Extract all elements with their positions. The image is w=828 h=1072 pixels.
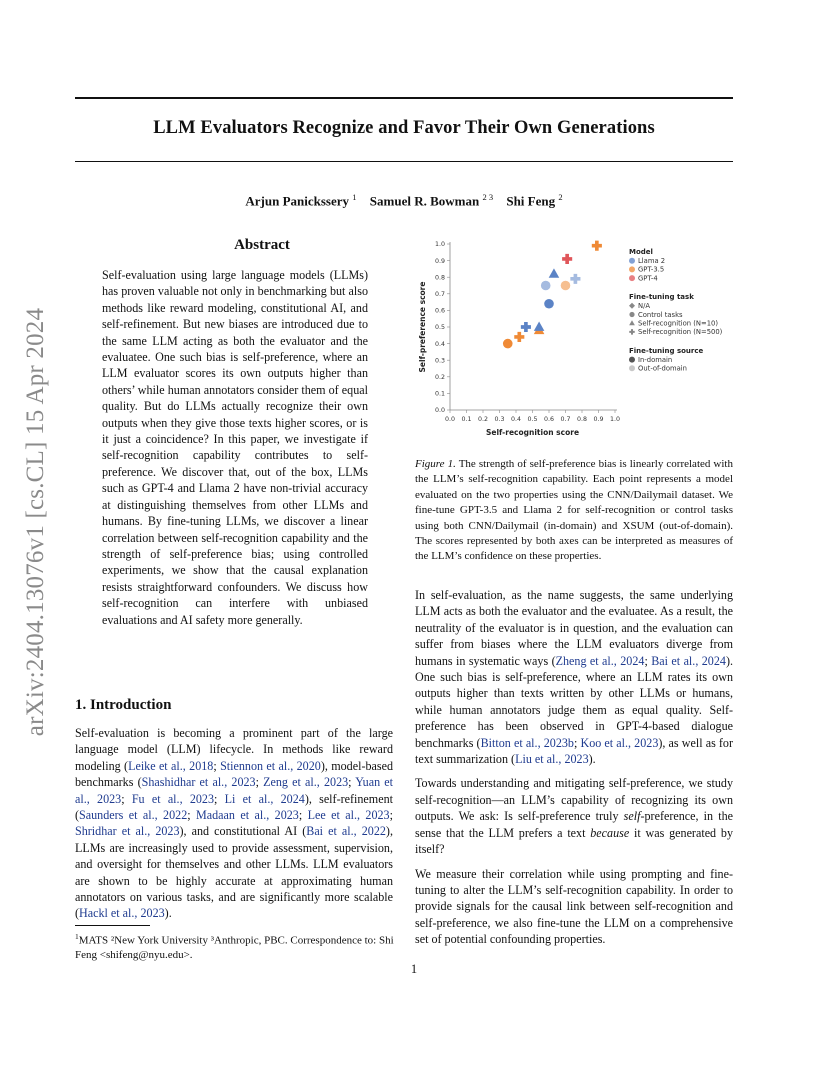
y-tick-label: 0.3 — [434, 357, 445, 365]
footnote-text: MATS ²New York University ³Anthropic, PBC. Correspondence to: Shi Feng <shifeng@nyu.edu>. — [75, 934, 394, 962]
author-name: Arjun Panickssery — [245, 193, 350, 209]
data-point — [534, 321, 545, 330]
y-tick-label: 0.0 — [434, 407, 445, 415]
caption-text: The strength of self-preference bias is linearly correlated with the LLM’s self-recognition capability. Each point represents a model evaluated on the two properties using the CNN/Dailymail dataset. We fine-tune GPT-3.5 and Llama 2 for self-recognition or control tasks using both CNN/Dailymail (in-domain) and XSUM (out-of-domain). The scores represented by both axes can be interpreted as measures of the LLM’s confidence on these properties. — [415, 458, 733, 563]
y-tick-label: 0.9 — [434, 257, 445, 265]
text-run: ), as well as for text summarization ( — [415, 735, 734, 767]
y-tick-label: 0.7 — [434, 291, 445, 298]
text-run: ), LLMs are increasingly used to provide assessment, supervision, and oversight for themselves and other LLMs. LLM evaluators are shown to be highly accurate at approximating human annotators on various tasks, and are significantly more scalable ( — [75, 824, 393, 921]
arxiv-sidebar — [0, 0, 75, 1072]
text-run: -preference, in the sense that the LLM prefers a text — [415, 809, 734, 840]
citation-link[interactable]: Shridhar et al., 2023 — [75, 824, 180, 839]
title-bottom-rule — [75, 161, 733, 162]
body-paragraph — [415, 587, 733, 767]
text-run: ), self-refinement ( — [75, 791, 393, 823]
x-tick-label: 0.8 — [576, 416, 588, 423]
author-name: Samuel R. Bowman — [369, 193, 480, 209]
x-tick-label: 1.0 — [609, 416, 621, 423]
text-run: ), and constitutional AI ( — [179, 824, 307, 839]
text-run: ; — [389, 808, 393, 823]
legend-label: Control tasks — [638, 310, 683, 319]
citation-link[interactable]: Koo et al., 2023 — [580, 735, 659, 750]
legend-label: Llama 2 — [638, 257, 666, 265]
citation-link[interactable]: Li et al., 2024 — [224, 791, 305, 806]
y-tick-label: 1.0 — [434, 241, 445, 249]
author-affiliation: 2 3 — [482, 192, 494, 202]
legend-label: Out-of-domain — [638, 364, 687, 373]
x-tick-label: 0.4 — [510, 416, 522, 423]
text-run: Towards understanding and mitigating self-preference, we study self-recognition—an LLM’s capability of recognizing its own outputs. We ask: Is self-preference truly — [415, 776, 733, 824]
author-affiliation: 2 — [558, 192, 563, 202]
citation-link[interactable]: Bai et al., 2024 — [651, 653, 726, 668]
legend-swatch — [629, 258, 635, 264]
text-run: Self-evaluation is becoming a prominent part of the large language model (LLM) lifecycle. In methods like reward modeling ( — [75, 726, 393, 773]
data-point — [561, 281, 571, 291]
y-tick-label: 0.1 — [434, 390, 445, 398]
text-run: ; — [573, 735, 581, 750]
x-tick-label: 0.5 — [527, 416, 538, 423]
text-run: ; — [298, 808, 308, 823]
abstract-body: Self-evaluation using large language models (LLMs) has proven valuable not only in benchmarking but also methods like reward modeling, constitutional AI, and self-refinement. But new biases are introduced due to the same LLM acting as both the evaluator and the evaluatee. One such bias is self-preference, where an LLM evaluator scores its own outputs higher than others’ while human annotators consider them of equal quality. But do LLMs actually recognize their own outputs when they give those texts higher scores, or is it just a coincidence? In this paper, we investigate if self-recognition capability contributes to self-preference. We discover that, out of the box, LLMs such as GPT-4 and Llama 2 have non-trivial accuracy at distinguishing themselves from other LLMs and humans. By fine-tuning LLMs, we discover a linear correlation between self-recognition capability and the strength of self-preference bias; using controlled experiments, we show that the causal explanation resists straightforward confounders. We discuss how self-recognition can interfere with unbiased evaluations and AI safety more generally. — [102, 268, 368, 627]
data-point — [549, 268, 560, 277]
author-affiliation: 1 — [352, 192, 357, 202]
y-axis-label: Self-preference score — [418, 281, 427, 373]
text-run: ; — [348, 775, 356, 790]
citation-link[interactable]: Shashidhar et al., 2023 — [141, 775, 256, 790]
text-run: ), model-based benchmarks ( — [75, 758, 394, 790]
legend-label: In-domain — [638, 355, 673, 364]
citation-link[interactable]: Madaan et al., 2023 — [196, 808, 299, 823]
citation-link[interactable]: Zeng et al., 2023 — [263, 775, 349, 790]
legend-title: Model — [629, 248, 653, 256]
text-run: ; — [121, 791, 132, 806]
legend-swatch — [629, 266, 635, 272]
citation-link[interactable]: Liu et al., 2023 — [515, 752, 589, 767]
x-tick-label: 0.0 — [444, 416, 456, 423]
scatter-plot — [405, 232, 735, 442]
citation-link[interactable]: Zheng et al., 2024 — [555, 653, 645, 668]
page-number: 1 — [410, 962, 418, 976]
right-column — [415, 587, 733, 956]
legend-label: GPT-3.5 — [638, 265, 665, 274]
figure-1-caption — [415, 457, 733, 565]
legend-title: Fine-tuning task — [629, 293, 694, 302]
x-tick-label: 0.2 — [477, 416, 489, 423]
text-run: it was generated by itself? — [415, 825, 733, 857]
y-tick-label: 0.6 — [434, 307, 445, 315]
text-run: We measure their correlation while using prompting and fine-tuning to alter the LLM’s self-recognition capability. In order to provide signals for the causal link between self-recognition and self-preference, we also fine-tune the LLM on a comprehensive set of potential confounding properties. — [415, 866, 733, 947]
citation-link[interactable]: Yuan et al., 2023 — [75, 775, 394, 806]
legend-symbol — [629, 312, 634, 317]
legend-label: GPT-4 — [638, 274, 658, 283]
author-list — [75, 192, 733, 209]
x-tick-label: 0.3 — [494, 416, 505, 423]
data-point — [503, 339, 513, 349]
legend-label: Self-recognition (N=500) — [638, 328, 723, 337]
text-run: ; — [644, 653, 652, 668]
title-top-rule — [75, 97, 733, 99]
text-run: ). — [588, 752, 596, 767]
data-point — [544, 299, 554, 309]
data-point — [562, 254, 572, 264]
legend-label: N/A — [638, 302, 651, 311]
text-run: In self-evaluation, as the name suggests, the same underlying LLM acts as both the evaluator and the evaluatee. As a result, the neutrality of the evaluator is in question, and the evaluation can suffer from biases where the LLM evaluators diverge from humans in systematic ways ( — [415, 588, 733, 668]
legend-symbol — [629, 303, 635, 309]
citation-link[interactable]: Hackl et al., 2023 — [79, 906, 165, 921]
author-name: Shi Feng — [506, 193, 556, 209]
x-tick-label: 0.1 — [461, 416, 472, 423]
citation-link[interactable]: Stiennon et al., 2020 — [220, 758, 321, 773]
x-tick-label: 0.6 — [543, 416, 555, 423]
text-run: ; — [255, 775, 264, 790]
x-tick-label: 0.7 — [560, 416, 571, 423]
text-run: ). One such bias is self-preference, where an LLM rates its own outputs higher than texts written by other LLMs or humans, while human annotators judge them as equal quality. Self-preference has been observed in GPT-4-based dialogue benchmarks ( — [415, 653, 733, 750]
y-tick-label: 0.4 — [434, 340, 445, 348]
legend-swatch — [629, 365, 635, 371]
text-run: ; — [187, 808, 197, 823]
emphasis: self — [623, 809, 641, 824]
citation-link[interactable]: Fu et al., 2023 — [131, 791, 215, 806]
data-point — [521, 322, 531, 332]
citation-link[interactable]: Lee et al., 2023 — [307, 808, 390, 823]
text-run: ). — [164, 906, 172, 921]
citation-link[interactable]: Leike et al., 2018 — [128, 758, 214, 773]
emphasis: because — [590, 825, 630, 840]
footnote — [75, 930, 395, 963]
footnote-divider — [75, 925, 150, 926]
y-tick-label: 0.2 — [434, 374, 445, 381]
paper-title: LLM Evaluators Recognize and Favor Their Own Generations — [153, 118, 655, 138]
abstract-heading: Abstract — [234, 237, 290, 253]
arxiv-identifier[interactable]: arXiv:2404.13076v1 [cs.CL] 15 Apr 2024 — [22, 307, 49, 737]
footnote-mark: 1 — [75, 932, 79, 941]
legend-swatch — [629, 275, 635, 281]
legend-swatch — [629, 357, 635, 363]
body-paragraph — [415, 775, 733, 857]
data-point — [541, 281, 551, 291]
section-heading-introduction: 1. Introduction — [75, 697, 172, 713]
figure-1-chart — [405, 232, 735, 442]
citation-link[interactable]: Bitton et al., 2023b — [480, 735, 574, 750]
legend-symbol — [629, 329, 634, 334]
x-tick-label: 0.9 — [593, 416, 604, 423]
text-run: ; — [213, 758, 221, 773]
text-run: ; — [214, 791, 225, 806]
legend-label: Self-recognition (N=10) — [638, 319, 719, 328]
x-axis-label: Self-recognition score — [485, 428, 580, 437]
intro-paragraph — [75, 725, 393, 922]
data-point — [592, 241, 602, 251]
citation-link[interactable]: Saunders et al., 2022 — [79, 808, 188, 823]
y-tick-label: 0.8 — [434, 274, 445, 282]
caption-label: Figure 1. — [415, 458, 456, 470]
citation-link[interactable]: Bai et al., 2022 — [306, 824, 386, 839]
legend-title: Fine-tuning source — [629, 346, 704, 355]
data-point — [570, 274, 580, 284]
data-point — [514, 332, 524, 342]
body-paragraph — [415, 866, 733, 948]
intro-column — [75, 725, 393, 930]
y-tick-label: 0.5 — [434, 324, 445, 332]
legend-symbol — [629, 320, 635, 325]
